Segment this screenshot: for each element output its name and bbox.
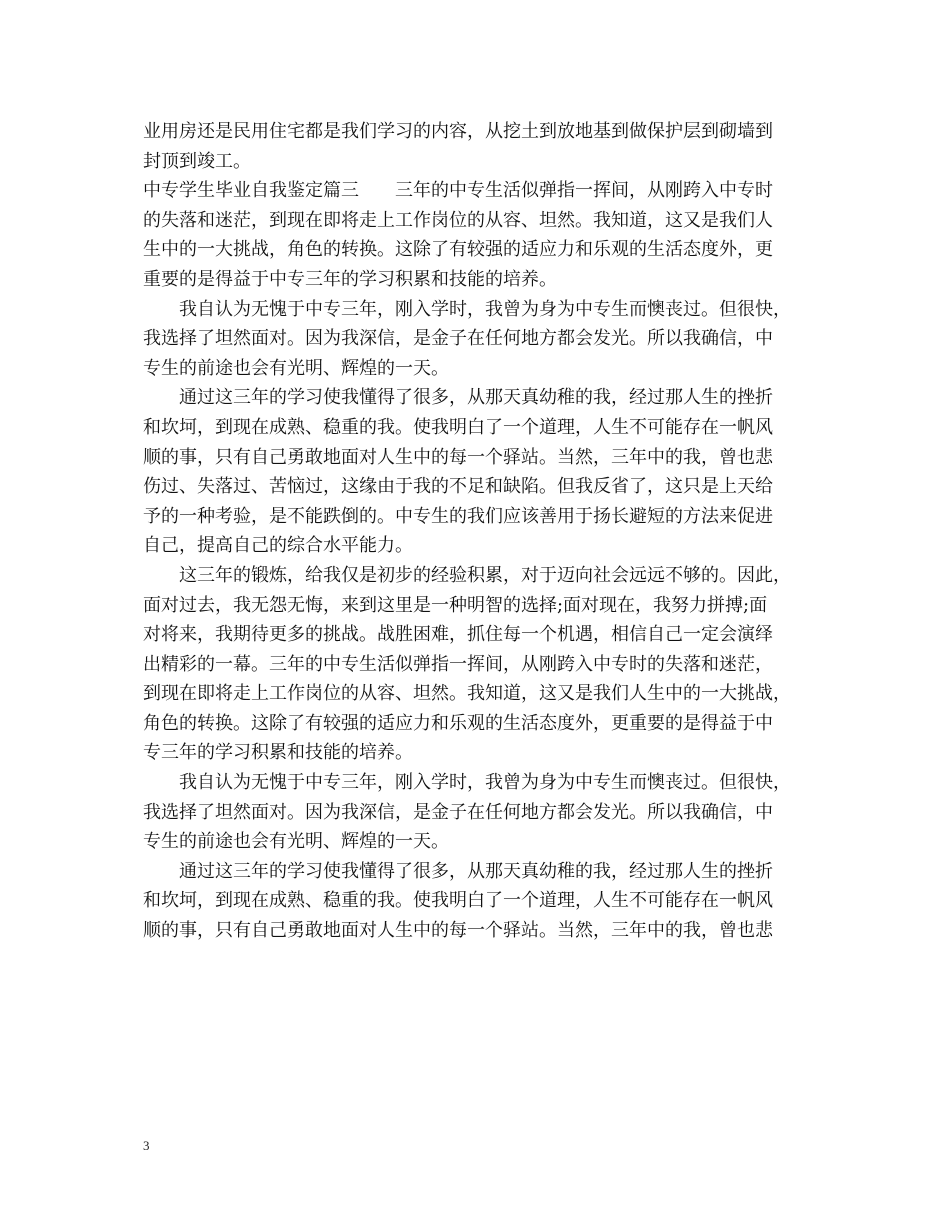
text-line: 顺的事，只有自己勇敢地面对人生中的每一个驿站。当然，三年中的我，曾也悲 [143,920,773,942]
text-line: 到现在即将走上工作岗位的从容、坦然。我知道，这又是我们人生中的一大挑战， [143,683,791,705]
text-line: 自己，提高自己的综合水平能力。 [143,535,413,557]
text-line: 通过这三年的学习使我懂得了很多，从那天真幼稚的我，经过那人生的挫折 [179,387,773,409]
text-line: 封顶到竣工。 [143,150,251,172]
text-line: 重要的是得益于中专三年的学习积累和技能的培养。 [143,268,557,290]
text-line: 角色的转换。这除了有较强的适应力和乐观的生活态度外，更重要的是得益于中 [143,712,773,734]
text-line: 我选择了坦然面对。因为我深信，是金子在任何地方都会发光。所以我确信，中 [143,801,773,823]
text-line: 予的一种考验，是不能跌倒的。中专生的我们应该善用于扬长避短的方法来促进 [143,505,773,527]
text-line: 专生的前途也会有光明、辉煌的一天。 [143,831,449,853]
document-body [143,117,811,946]
text-line: 和坎坷，到现在成熟、稳重的我。使我明白了一个道理，人生不可能存在一帆风 [143,890,773,912]
text-line: 专三年的学习积累和技能的培养。 [143,742,413,764]
text-line: 通过这三年的学习使我懂得了很多，从那天真幼稚的我，经过那人生的挫折 [179,860,773,882]
text-line: 中专学生毕业自我鉴定篇三 三年的中专生活似弹指一挥间，从刚跨入中专时 [143,180,773,202]
text-line: 我自认为无愧于中专三年，刚入学时，我曾为身为中专生而懊丧过。但很快， [179,772,791,794]
text-line: 业用房还是民用住宅都是我们学习的内容，从挖土到放地基到做保护层到砌墙到 [143,121,773,142]
text-line: 面对过去，我无怨无悔，来到这里是一种明智的选择;面对现在，我努力拼搏;面 [143,594,768,616]
page-number: 3 [143,1138,150,1153]
text-line: 这三年的锻炼，给我仅是初步的经验积累，对于迈向社会远远不够的。因此， [179,564,791,586]
text-line: 和坎坷，到现在成熟、稳重的我。使我明白了一个道理，人生不可能存在一帆风 [143,416,773,438]
text-line: 顺的事，只有自己勇敢地面对人生中的每一个驿站。当然，三年中的我，曾也悲 [143,446,773,468]
text-line: 生中的一大挑战，角色的转换。这除了有较强的适应力和乐观的生活态度外，更 [143,239,773,261]
text-line: 的失落和迷茫，到现在即将走上工作岗位的从容、坦然。我知道，这又是我们人 [143,209,773,231]
text-line: 出精彩的一幕。三年的中专生活似弹指一挥间，从刚跨入中专时的失落和迷茫， [143,653,773,675]
text-line: 我自认为无愧于中专三年，刚入学时，我曾为身为中专生而懊丧过。但很快， [179,298,791,320]
text-line: 对将来，我期待更多的挑战。战胜困难，抓住每一个机遇，相信自己一定会演绎 [143,624,773,646]
text-line: 伤过、失落过、苦恼过，这缘由于我的不足和缺陷。但我反省了，这只是上天给 [143,476,773,498]
text-line: 我选择了坦然面对。因为我深信，是金子在任何地方都会发光。所以我确信，中 [143,328,773,350]
text-line: 专生的前途也会有光明、辉煌的一天。 [143,357,449,379]
